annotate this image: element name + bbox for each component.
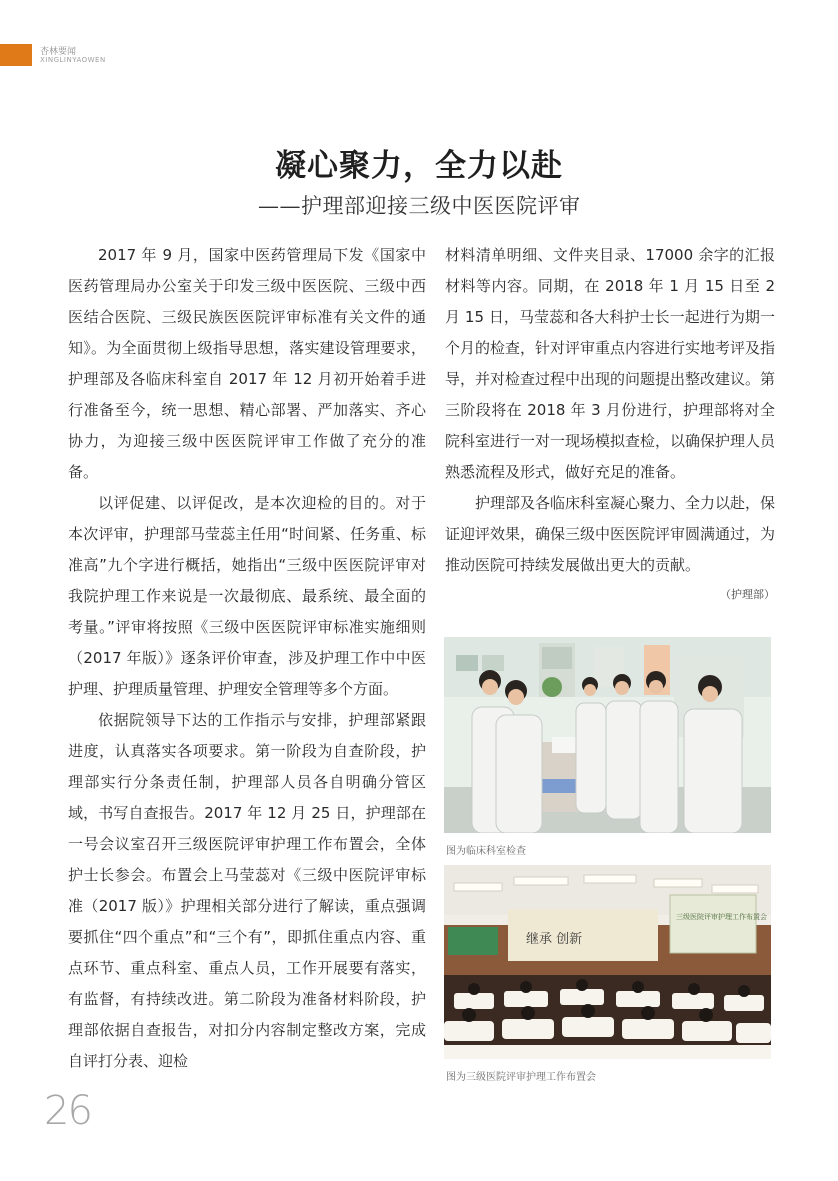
article-title: 凝心聚力，全力以赴 [275,148,563,184]
section-tab [0,44,32,66]
right-column [445,240,775,609]
photo-meeting [444,865,771,1059]
paragraph: 以评促建、以评促改，是本次迎检的目的。对于本次评审，护理部马莹蕊主任用“时间紧、任务重、标准高”九个字进行概括，她指出“三级中医医院评审对我院护理工作来说是一次最彻底、最系统、最全面的考量。”评审将按照《三级中医医院评审标准实施细则（2017 年版）》逐条评价审查，涉及护理工作中中医护理、护理质量管理、护理安全管理等多个方面。 [68,494,426,698]
paragraph: 护理部及各临床科室凝心聚力、全力以赴，保证迎评效果，确保三级中医医院评审圆满通过，为推动医院可持续发展做出更大的贡献。 [445,494,776,574]
paragraph-continued: 材料清单明细、文件夹目录、17000 余字的汇报材料等内容。同期，在 2018 年 1 月 15 日至 2 月 15 日，马莹蕊和各大科护士长一起进行为期一个月的检查，针对评审重点内容进行实地考评及指导，并对检查过程中出现的问题提出整改建议。第三阶段将在 2018 年 3 月份进行，护理部将对全院科室进行一对一现场模拟查检，以确保护理人员熟悉流程及形式，做好充足的准备。 [445,246,776,481]
banner-left-text: 继承 创新 [526,932,583,947]
section-label-en: XINGLINYAOWEN [40,56,106,64]
photo-clinical-inspection [444,637,771,833]
paragraph: 依据院领导下达的工作指示与安排，护理部紧跟进度，认真落实各项要求。第一阶段为自查阶段，护理部实行分条责任制，护理部人员各自明确分管区域，书写自查报告。2017 年 12 月 25 日，护理部在一号会议室召开三级医院评审护理工作布置会，全体护士长参会。布置会上马莹蕊对《三级中医院评审标准（2017 版）》护理相关部分进行了解读，重点强调要抓住“四个重点”和“三个有”，即抓住重点内容、重点环节、重点科室、重点人员，工作开展要有落实，有监督，有持续改进。第二阶段为准备材料阶段，护理部依据自查报告，对扣分内容制定整改方案，完成自评打分表、迎检 [68,711,426,1070]
section-label: 杏林要闻 [40,47,77,57]
author-credit: （护理部） [720,588,775,601]
photo-caption: 图为临床科室检查 [446,846,526,857]
banner-right-text: 三级医院评审护理工作布置会 [676,913,767,921]
left-column [68,240,426,1077]
photo-caption: 图为三级医院评审护理工作布置会 [446,1072,596,1083]
article-subtitle: ——护理部迎接三级中医医院评审 [258,194,581,218]
paragraph: 2017 年 9 月，国家中医药管理局下发《国家中医药管理局办公室关于印发三级中医医院、三级中西医结合医院、三级民族医医院评审标准有关文件的通知》。为全面贯彻上级指导思想，落实建设管理要求，护理部及各临床科室自 2017 年 12 月初开始着手进行准备至今，统一思想、精心部署、严加落实、齐心协力，为迎接三级中医医院评审工作做了充分的准备。 [68,246,426,481]
page-number: 26 [44,1088,91,1134]
